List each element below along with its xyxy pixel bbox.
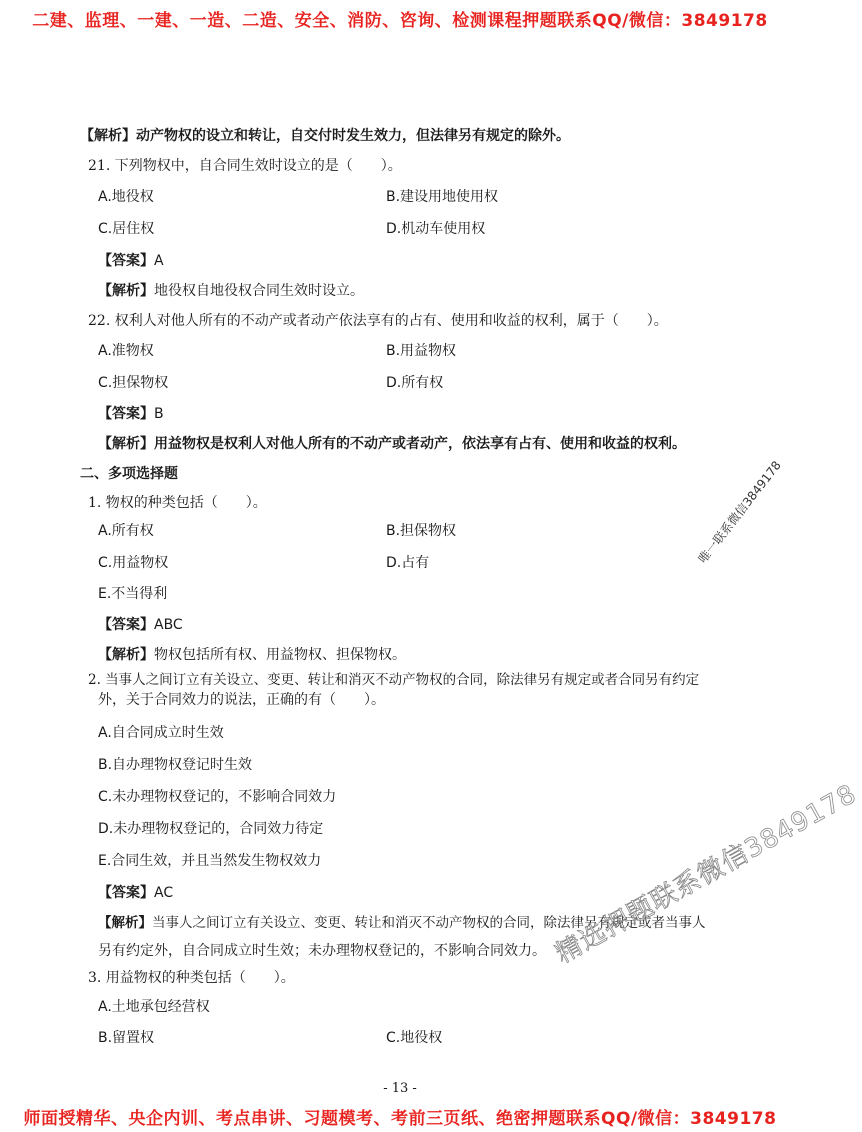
m2-stem-line1: 2. 当事人之间订立有关设立、变更、转让和消灭不动产物权的合同，除法律另有规定或者合同另有约定 xyxy=(88,672,700,688)
section-heading-multiple-choice: 二、多项选择题 xyxy=(80,466,178,482)
m1-analysis: 【解析】物权包括所有权、用益物权、担保物权。 xyxy=(98,647,406,663)
m1-answer: 【答案】ABC xyxy=(98,617,183,633)
top-promo-banner: 二建、监理、一建、一造、二造、安全、消防、咨询、检测课程押题联系QQ/微信：3849178 xyxy=(32,11,768,31)
m2-option-d: D.未办理物权登记的，合同效力待定 xyxy=(98,821,324,837)
m2-answer: 【答案】AC xyxy=(98,885,174,901)
m1-option-b: B.担保物权 xyxy=(386,523,457,539)
watermark-contact-small: 唯一联系微信3849178 xyxy=(695,458,784,566)
m2-analysis-line2: 另有约定外，自合同成立时生效；未办理物权登记的，不影响合同效力。 xyxy=(98,943,546,959)
bottom-promo-banner: 师面授精华、央企内训、考点串讲、习题模考、考前三页纸、绝密押题联系QQ/微信：3849178 xyxy=(23,1109,777,1129)
m1-option-d: D.占有 xyxy=(386,555,430,571)
m3-option-c: C.地役权 xyxy=(386,1030,443,1046)
q22-option-a: A.准物权 xyxy=(98,343,154,359)
m1-stem: 1. 物权的种类包括（ ）。 xyxy=(88,495,267,511)
m3-option-a: A.土地承包经营权 xyxy=(98,999,210,1015)
m2-option-c: C.未办理物权登记的，不影响合同效力 xyxy=(98,789,337,805)
q21-option-d: D.机动车使用权 xyxy=(386,221,486,237)
q21-analysis: 【解析】地役权自地役权合同生效时设立。 xyxy=(98,283,364,299)
m1-option-c: C.用益物权 xyxy=(98,555,169,571)
m3-option-b: B.留置权 xyxy=(98,1030,155,1046)
q21-answer: 【答案】A xyxy=(98,253,164,269)
page-number: - 13 - xyxy=(383,1081,417,1096)
q21-option-c: C.居住权 xyxy=(98,221,155,237)
m2-option-a: A.自合同成立时生效 xyxy=(98,725,224,741)
q22-stem: 22. 权利人对他人所有的不动产或者动产依法享有的占有、使用和收益的权利，属于（ ）。 xyxy=(88,313,668,329)
q21-option-b: B.建设用地使用权 xyxy=(386,189,499,205)
m1-option-e: E.不当得利 xyxy=(98,586,168,602)
m2-analysis-line1: 【解析】当事人之间订立有关设立、变更、转让和消灭不动产物权的合同，除法律另有规定或者当事人 xyxy=(98,915,706,931)
m2-option-e: E.合同生效，并且当然发生物权效力 xyxy=(98,853,322,869)
q21-option-a: A.地役权 xyxy=(98,189,154,205)
m2-stem-line2: 外，关于合同效力的说法，正确的有（ ）。 xyxy=(98,692,385,708)
q21-stem: 21. 下列物权中，自合同生效时设立的是（ ）。 xyxy=(88,158,402,174)
q22-option-d: D.所有权 xyxy=(386,375,444,391)
q22-analysis: 【解析】用益物权是权利人对他人所有的不动产或者动产，依法享有占有、使用和收益的权利。 xyxy=(98,436,686,452)
m3-stem: 3. 用益物权的种类包括（ ）。 xyxy=(88,970,295,986)
q20-analysis: 【解析】动产物权的设立和转让，自交付时发生效力，但法律另有规定的除外。 xyxy=(80,128,570,144)
m1-option-a: A.所有权 xyxy=(98,523,154,539)
q22-option-c: C.担保物权 xyxy=(98,375,169,391)
q22-answer: 【答案】B xyxy=(98,406,164,422)
q22-option-b: B.用益物权 xyxy=(386,343,457,359)
watermark-contact-large: 精选押题联系微信3849178 xyxy=(550,778,862,970)
m2-option-b: B.自办理物权登记时生效 xyxy=(98,757,253,773)
